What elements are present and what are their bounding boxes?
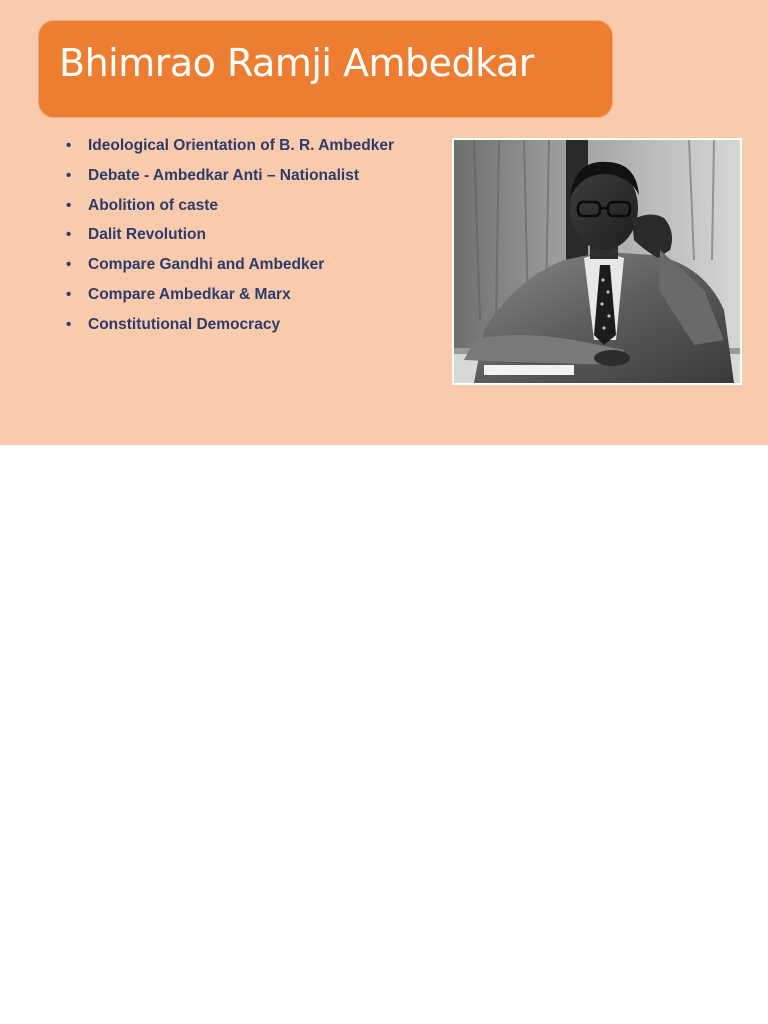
bullet-icon: • (66, 256, 72, 274)
portrait-photo (452, 138, 742, 385)
bullet-icon: • (66, 285, 72, 303)
bullet-item (64, 283, 394, 313)
bullet-icon: • (66, 196, 72, 214)
slide (0, 0, 768, 445)
bullet-text: Dalit Revolution (88, 226, 206, 244)
portrait-photo-graphic (454, 140, 740, 383)
bullet-list (64, 134, 394, 343)
bullet-text: Compare Ambedkar & Marx (88, 285, 291, 303)
bullet-icon: • (66, 315, 72, 333)
title-banner (38, 20, 613, 118)
bullet-item (64, 194, 394, 224)
bullet-icon: • (66, 166, 72, 184)
bullet-text: Ideological Orientation of B. R. Ambedker (88, 137, 395, 154)
bullet-icon: • (66, 137, 72, 154)
bullet-text: Compare Gandhi and Ambedker (88, 256, 325, 274)
bullet-icon: • (66, 226, 72, 244)
slide-title: Bhimrao Ramji Ambedkar (59, 41, 534, 85)
bullet-item (64, 223, 394, 253)
bullet-item (64, 253, 394, 283)
bullet-text: Abolition of caste (88, 196, 219, 214)
bullet-text: Constitutional Democracy (88, 315, 281, 333)
bullet-text: Debate - Ambedkar Anti – Nationalist (88, 166, 360, 184)
bullet-item (64, 164, 394, 194)
bullet-item (64, 134, 394, 164)
bullet-item (64, 313, 394, 343)
